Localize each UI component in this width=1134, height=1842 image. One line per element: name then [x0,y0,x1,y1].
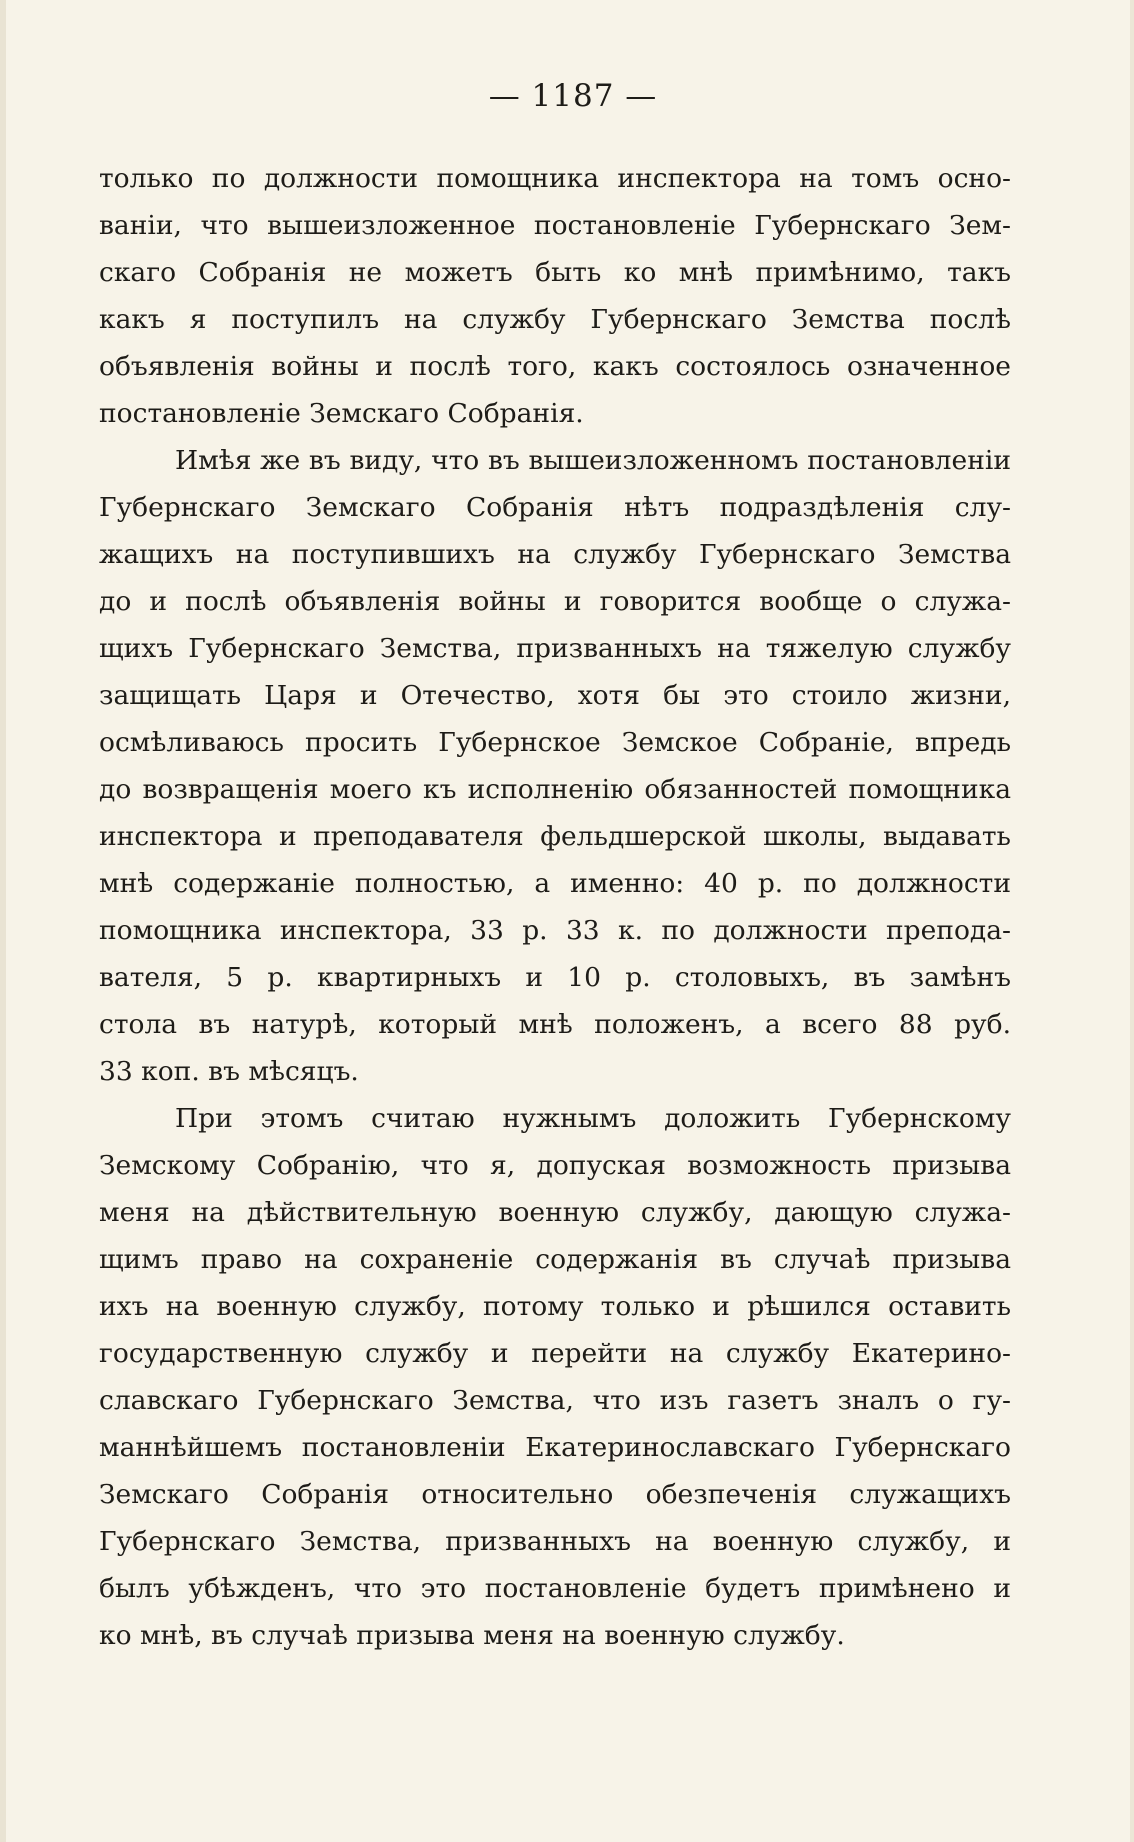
text-line: Земскому Собранію, что я, допуская возможность призыва [99,1150,1011,1181]
text-line: ко мнѣ, въ случаѣ призыва меня на военную службу. [99,1620,845,1651]
text-line: стола въ натурѣ, который мнѣ положенъ, а всего 88 руб. [99,1009,1011,1040]
paragraph-3 [99,1095,1011,1659]
text-line: какъ я поступилъ на службу Губернскаго Земства послѣ [99,304,1011,335]
text-line: ихъ на военную службу, потому только и рѣшился оставить [99,1291,1011,1322]
text-line: маннѣйшемъ постановленіи Екатеринославскаго Губернскаго [99,1432,1011,1463]
text-line: ваніи, что вышеизложенное постановленіе Губернскаго Зем- [99,210,1011,241]
paragraph-1 [99,155,1011,437]
text-line: Губернскаго Земства, призванныхъ на военную службу, и [99,1526,1011,1557]
text-line: до возвращенія моего къ исполненію обязанностей помощника [99,774,1011,805]
text-line: славскаго Губернскаго Земства, что изъ газетъ зналъ о гу- [99,1385,1011,1416]
text-line: объявленія войны и послѣ того, какъ состоялось означенное [99,351,1011,382]
text-line: инспектора и преподавателя фельдшерской школы, выдавать [99,821,1011,852]
text-line: помощника инспектора, 33 р. 33 к. по должности препода- [99,915,1011,946]
text-line: мнѣ содержаніе полностью, а именно: 40 р. по должности [99,868,1011,899]
paragraph-2 [99,437,1011,1095]
text-line: Земскаго Собранія относительно обезпеченія служащихъ [99,1479,1011,1510]
page-number: — 1187 — [488,78,658,114]
text-line: вателя, 5 р. квартирныхъ и 10 р. столовыхъ, въ замѣнъ [99,962,1011,993]
text-line: 33 коп. въ мѣсяцъ. [99,1056,359,1087]
text-line: скаго Собранія не можетъ быть ко мнѣ примѣнимо, такъ [99,257,1011,288]
body-text [99,155,1011,1659]
text-line: Имѣя же въ виду, что въ вышеизложенномъ постановленіи [175,445,1011,476]
text-line: Губернскаго Земскаго Собранія нѣтъ подраздѣленія слу- [99,492,1011,523]
text-line: щимъ право на сохраненіе содержанія въ случаѣ призыва [99,1244,1011,1275]
text-line: постановленіе Земскаго Собранія. [99,398,584,429]
text-line: защищать Царя и Отечество, хотя бы это стоило жизни, [99,680,1011,711]
text-line: до и послѣ объявленія войны и говорится вообще о служа- [99,586,1011,617]
text-line: только по должности помощника инспектора на томъ осно- [99,163,1011,194]
text-line: При этомъ считаю нужнымъ доложить Губернскому [175,1103,1011,1134]
text-line: щихъ Губернскаго Земства, призванныхъ на тяжелую службу [99,633,1011,664]
text-line: былъ убѣжденъ, что это постановленіе будетъ примѣнено и [99,1573,1011,1604]
text-line: меня на дѣйствительную военную службу, дающую служа- [99,1197,1011,1228]
text-line: жащихъ на поступившихъ на службу Губернскаго Земства [99,539,1011,570]
text-line: государственную службу и перейти на службу Екатерино- [99,1338,1011,1369]
text-line: осмѣливаюсь просить Губернское Земское Собраніе, впредь [99,727,1011,758]
